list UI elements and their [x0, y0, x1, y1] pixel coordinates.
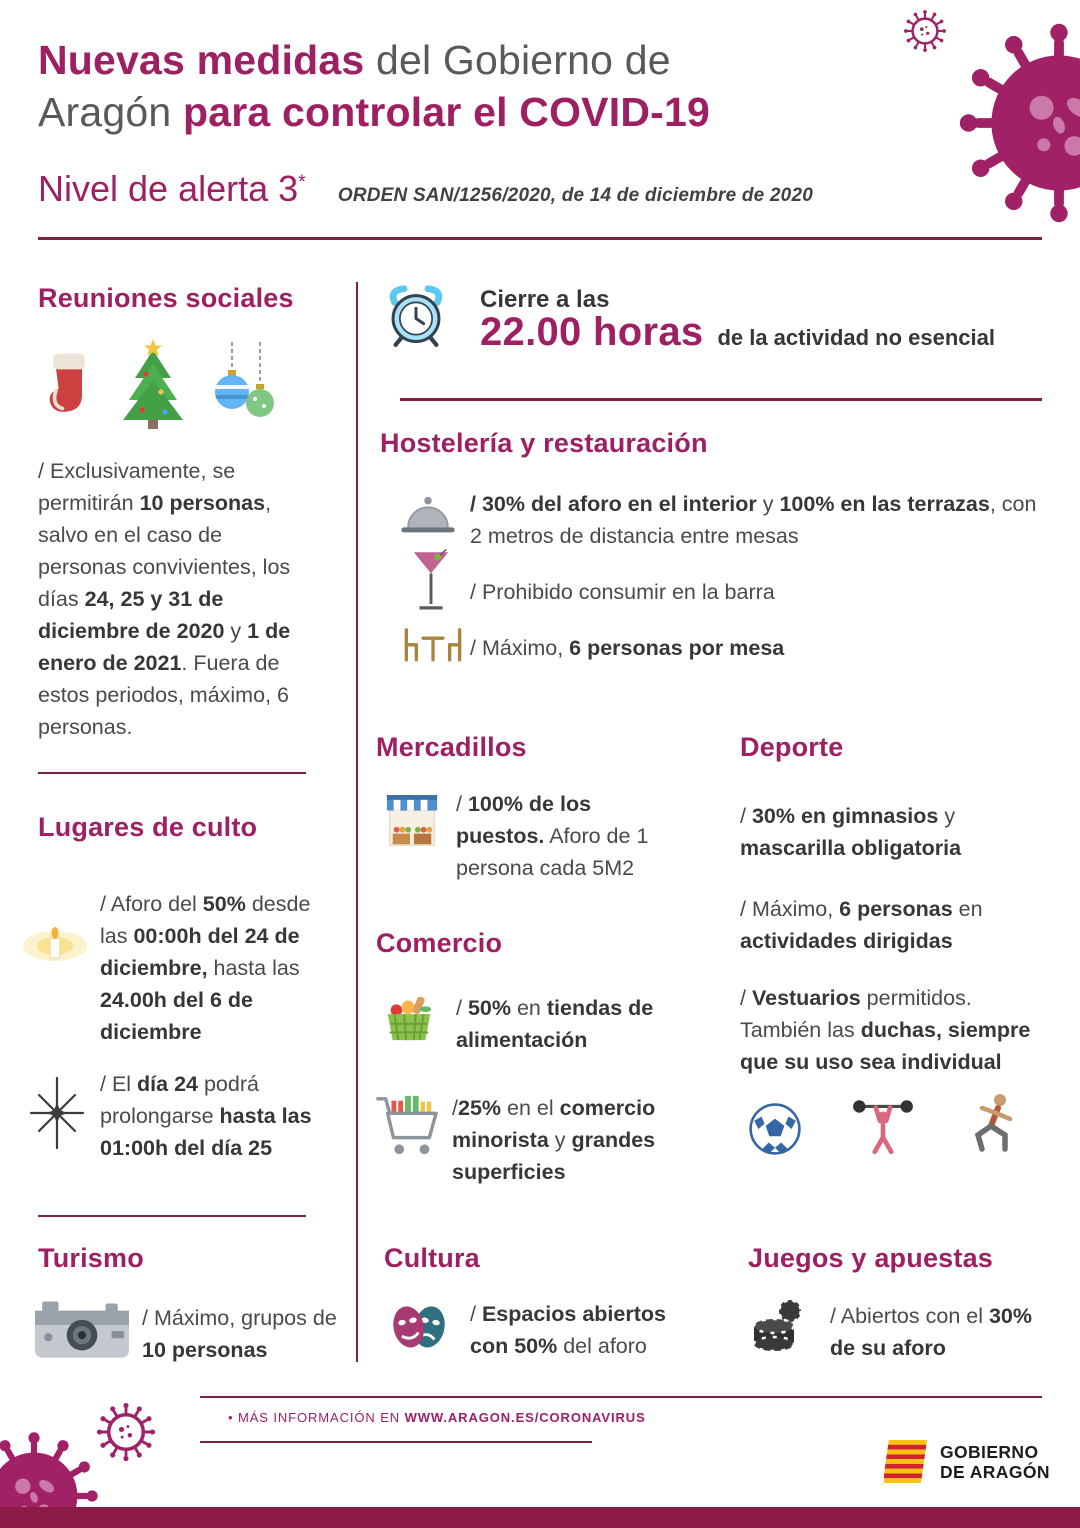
hosteleria-item-1: / 30% del aforo en el interior y 100% en las terrazas, con 2 metros de distancia entre mesas: [470, 492, 1037, 548]
section-heading-hosteleria: Hostelería y restauración: [380, 428, 708, 458]
cocktail-icon: [408, 548, 454, 616]
juegos-text: / Abiertos con el 30% de su aforo: [830, 1304, 1032, 1360]
shopping-cart-icon: [374, 1086, 440, 1164]
aragon-flag-icon: [884, 1440, 928, 1484]
left-divider-2: [38, 1215, 306, 1217]
hosteleria-item-2: / Prohibido consumir en la barra: [470, 580, 775, 604]
comercio-item-2: /25% en el comercio minorista y grandes superficies: [452, 1096, 656, 1184]
camera-icon: [34, 1296, 130, 1360]
hosteleria-item-3: / Máximo, 6 personas por mesa: [470, 636, 785, 660]
page-title: [38, 34, 878, 138]
star-icon: [26, 1076, 88, 1150]
closing-prefix: Cierre a las: [480, 286, 610, 313]
closing-time: 22.00 horas: [480, 310, 704, 354]
footer-bar: [0, 1507, 1080, 1528]
alert-level: Nivel de alerta 3*: [38, 168, 306, 209]
theater-masks-icon: [386, 1296, 452, 1356]
turismo-text: / Máximo, grupos de 10 personas: [142, 1306, 337, 1362]
running-icon: [964, 1092, 1020, 1156]
section-heading-mercadillos: Mercadillos: [376, 732, 527, 762]
footer-divider-top: [200, 1396, 1042, 1398]
reuniones-body: / Exclusivamente, se permitirán 10 personas, salvo en el caso de personas convivientes, los días 24, 25 y 31 de diciembre de 2020 y 1 de enero de 2021. Fuera de estos periodos, máximo, 6 personas.: [38, 459, 291, 739]
alert-row: [38, 168, 813, 210]
section-heading-reuniones: Reuniones sociales: [38, 283, 294, 313]
footer-divider-bottom: [200, 1441, 592, 1443]
deporte-icons: [748, 1092, 1020, 1156]
deporte-item-2: / Máximo, 6 personas en actividades dirigidas: [740, 897, 983, 953]
deporte-item-3: / Vestuarios permitidos. También las duchas, siempre que su uso sea individual: [740, 986, 1031, 1074]
section-heading-turismo: Turismo: [38, 1243, 144, 1273]
closing-divider: [400, 398, 1042, 401]
culto-item-2: / El día 24 podrá prolongarse hasta las 01:00h del día 25: [100, 1072, 312, 1160]
footer-info: • MÁS INFORMACIÓN EN WWW.ARAGON.ES/CORONAVIRUS: [228, 1410, 646, 1425]
candle-icon: [20, 912, 90, 974]
deporte-item-1: / 30% en gimnasios y mascarilla obligatoria: [740, 804, 962, 860]
section-heading-culto: Lugares de culto: [38, 812, 258, 842]
christmas-icons: [40, 338, 280, 430]
table-chairs-icon: [398, 622, 468, 666]
logo-text: [940, 1442, 1050, 1482]
order-reference: ORDEN SAN/1256/2020, de 14 de diciembre de 2020: [337, 185, 813, 206]
cloche-icon: [398, 490, 458, 538]
comercio-item-1: / 50% en tiendas de alimentación: [456, 996, 654, 1052]
christmas-tree-icon: [118, 338, 188, 430]
closing-time-row: [480, 310, 995, 355]
logo-line-1: GOBIERNO: [940, 1442, 1039, 1462]
closing-suffix: de la actividad no esencial: [717, 325, 995, 350]
section-heading-cultura: Cultura: [384, 1243, 480, 1273]
christmas-stocking-icon: [40, 346, 96, 430]
food-basket-icon: [380, 985, 438, 1047]
column-divider: [356, 282, 358, 1362]
section-heading-juegos: Juegos y apuestas: [748, 1243, 994, 1273]
culto-item-1: / Aforo del 50% desde las 00:00h del 24 de diciembre, hasta las 24.00h del 6 de diciembre: [100, 892, 311, 1044]
gobierno-aragon-logo: [884, 1440, 1050, 1484]
section-heading-deporte: Deporte: [740, 732, 844, 762]
title-line-1: Nuevas medidas del Gobierno de: [38, 37, 671, 83]
virus-icon: [950, 14, 1080, 232]
market-stall-icon: [384, 792, 440, 854]
poker-chips-icon: [750, 1294, 804, 1352]
christmas-baubles-icon: [210, 340, 280, 430]
alarm-clock-icon: [382, 280, 450, 352]
section-heading-comercio: Comercio: [376, 928, 503, 958]
weightlifting-icon: [850, 1094, 916, 1156]
logo-line-2: DE ARAGÓN: [940, 1462, 1050, 1482]
virus-outline-icon: [902, 8, 948, 54]
header-divider: [38, 237, 1042, 240]
mercadillos-text: / 100% de los puestos. Aforo de 1 persona cada 5M2: [456, 792, 649, 880]
title-line-2: Aragón para controlar el COVID-19: [38, 89, 710, 135]
cultura-text: / Espacios abiertos con 50% del aforo: [470, 1302, 666, 1358]
soccer-ball-icon: [748, 1102, 802, 1156]
left-divider-1: [38, 772, 306, 774]
